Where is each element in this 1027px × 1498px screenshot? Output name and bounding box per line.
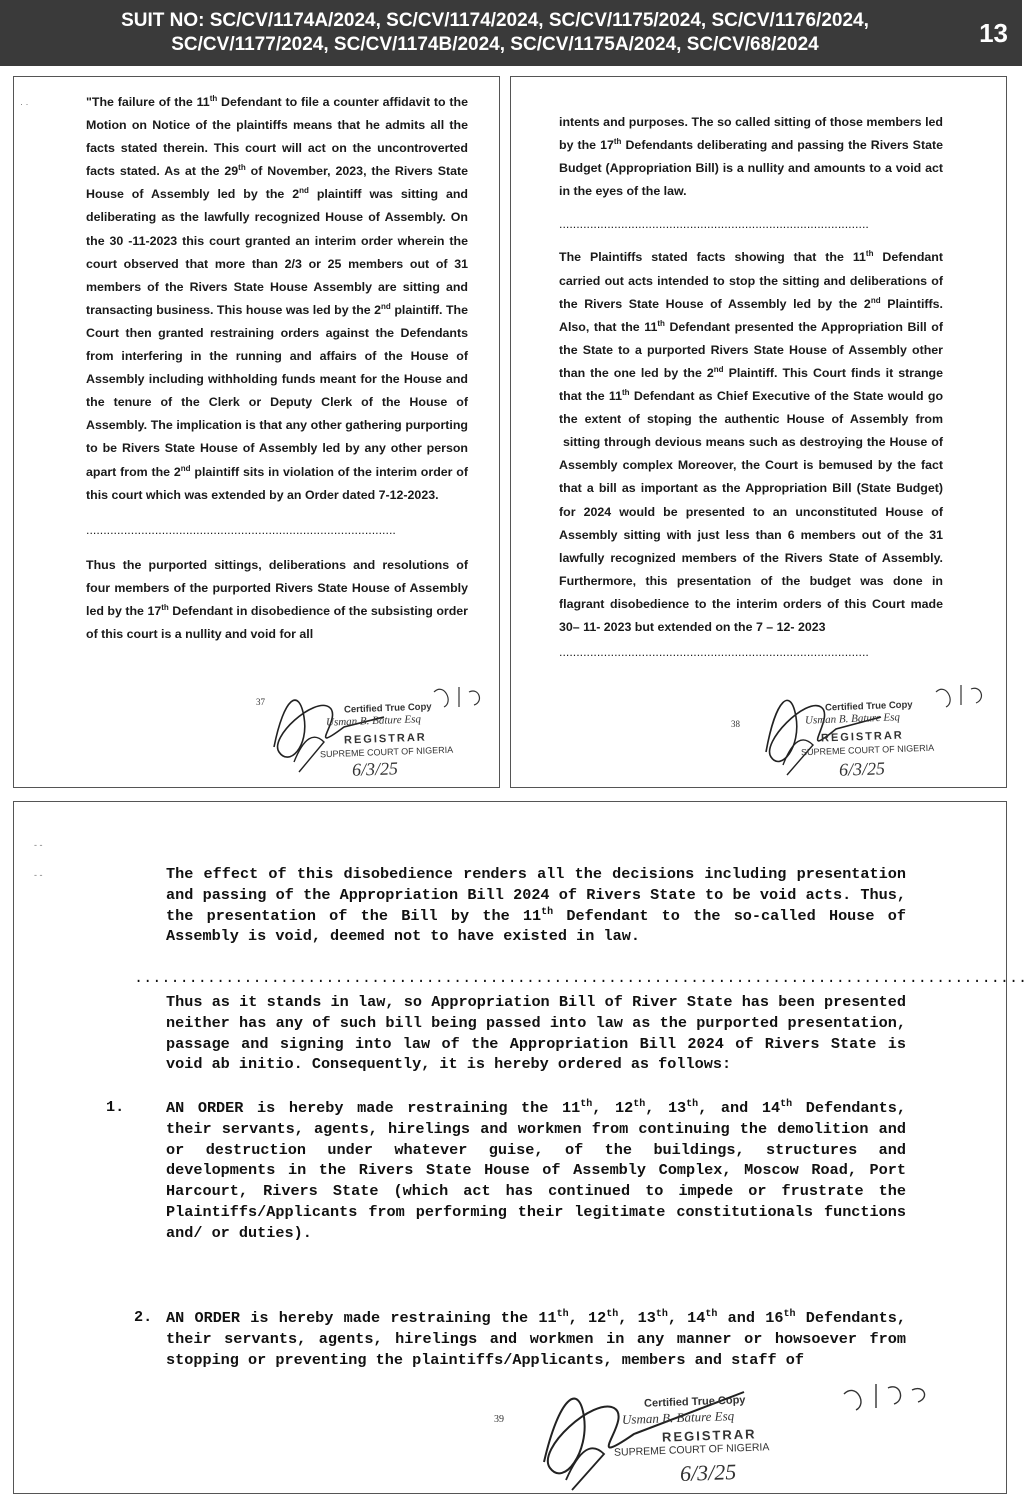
- registrar-name: Usman B. Bature Esq: [325, 713, 422, 729]
- document-page-39: [13, 801, 1027, 1494]
- page38-body: [559, 111, 943, 664]
- page38-dots-1: ..........................................................................................: [559, 217, 869, 232]
- page37-body: [86, 91, 468, 646]
- page39-paragraph-2: Thus as it stands in law, so Appropriation Bill of River State has been presented neither has any of such bill being passed into law as the purported presentation, passage and signing into law of the Appropriation Bill 2024 of Rivers State is void ab initio. Consequently, it is hereby ordered as follows:: [166, 993, 906, 1074]
- registrar-label: REGISTRAR: [661, 1426, 757, 1445]
- margin-mark: · ·: [20, 99, 29, 109]
- page37-dots: ..........................................................................................: [86, 522, 396, 537]
- registrar-label: REGISTRAR: [343, 731, 427, 747]
- registrar-name: Usman B. Bature Esq: [804, 711, 901, 727]
- header-bar: [0, 0, 1022, 66]
- stamp-date: 6/3/25: [351, 758, 399, 780]
- suit-line-2: SC/CV/1177/2024, SC/CV/1174B/2024, SC/CV/1175A/2024, SC/CV/68/2024: [171, 34, 819, 55]
- order-2-text: AN ORDER is hereby made restraining the 11th, 12th, 13th, 14th and 16th Defendants, their servants, agents, hirelings and workmen in any manner or howsoever from stopping or preventing the plaintiffs/Applicants, members and staff of: [166, 1308, 906, 1369]
- suit-number: [40, 9, 950, 57]
- stamp-date: 6/3/25: [838, 758, 886, 780]
- document-page-38: [510, 76, 1007, 788]
- certified-stamp: [484, 1372, 954, 1494]
- court-label: SUPREME COURT OF NIGERIA: [319, 744, 454, 760]
- certified-label: Certified True Copy: [643, 1394, 746, 1410]
- court-label: SUPREME COURT OF NIGERIA: [800, 742, 935, 758]
- page38-dots-2: ..........................................................................................: [559, 645, 869, 660]
- page38-paragraph-1: intents and purposes. The so called sitting of those members led by the 17th Defendants deliberating and passing the Rivers State Budget (Appropriation Bill) is a nullity and amounts to a void act in the eyes of the law.: [559, 115, 943, 199]
- page-no: 38: [731, 719, 740, 729]
- order-1-text: AN ORDER is hereby made restraining the 11th, 12th, 13th, and 14th Defendants, their servants, agents, hirelings and workmen from continuing the demolition and or destruction under whatever guise, of the buildings, structures and developments in the Rivers State House of Assembly Complex, Moscow Road, Port Harcourt, Rivers State (which act has continued to impede or frustrate the Plaintiffs/Applicants from performing their legitimate constitutionals functions and/ or duties).: [166, 1098, 906, 1242]
- order-2-number: 2.: [134, 1308, 153, 1326]
- certified-stamp: [244, 677, 494, 787]
- page39-dots: ..................................................................................................: [134, 969, 1027, 987]
- certified-label: Certified True Copy: [824, 699, 913, 714]
- margin-mark: - -: [34, 870, 43, 880]
- page38-paragraph-2: The Plaintiffs stated facts showing that the 11th Defendant carried out acts intended to stop the sitting and deliberations of the Rivers State House of Assembly led by the 2nd Plaintiffs. Also, that the 11th Defendant presented the Appropriation Bill of the State to a purported Rivers State House of Assembly other than the one led by the 2nd Plaintiff. This Court finds it strange that the 11th Defendant as Chief Executive of the State would go the extent of stoping the authentic House of Assembly from sitting through devious means such as destroying the House of Assembly complex Moreover, the Court is bemused by the fact that a bill as important as the Appropriation Bill (State Budget) for 2024 would be presented to an unconstituted House of Assembly sitting with just less than 6 members out of the 31 lawfully recognized members of the Rivers State of Assembly. Furthermore, this presentation of the budget was done in flagrant disobedience to the interim orders of this Court made 30– 11- 2023 but extended on the 7 – 12- 2023: [559, 249, 944, 634]
- stamp-date: 6/3/25: [679, 1459, 737, 1486]
- page-no: 39: [494, 1414, 504, 1425]
- margin-mark: - -: [34, 840, 43, 850]
- certified-stamp: [721, 677, 1001, 787]
- document-page-37: [13, 76, 500, 788]
- court-label: SUPREME COURT OF NIGERIA: [613, 1441, 770, 1459]
- registrar-label: REGISTRAR: [820, 729, 904, 745]
- registrar-name: Usman B. Bature Esq: [621, 1408, 735, 1427]
- certified-label: Certified True Copy: [343, 701, 432, 716]
- page-no: 37: [256, 697, 265, 707]
- page-number: 13: [979, 18, 1008, 48]
- suit-line-1: SUIT NO: SC/CV/1174A/2024, SC/CV/1174/2024, SC/CV/1175/2024, SC/CV/1176/2024,: [121, 10, 869, 31]
- page39-paragraph-1: The effect of this disobedience renders all the decisions including presentation and passing of the Appropriation Bill 2024 of Rivers State to be void acts. Thus, the presentation of the Bill by the 11th Defendant to the so-called House of Assembly is void, deemed not to have existed in law.: [166, 865, 906, 946]
- order-1-number: 1.: [106, 1098, 125, 1116]
- page37-quote: "The failure of the 11th Defendant to file a counter affidavit to the Motion on Notice of the plaintiffs means that he admits all the facts stated therein. This court will act on the uncontroverted facts stated. As at the 29th of November, 2023, the Rivers State House of Assembly led by the 2nd plaintiff was sitting and deliberating as the lawfully recognized House of Assembly. On the 30 -11-2023 this court granted an interim order wherein the court observed that more than 2/3 or 25 members out of 31 members of the Rivers State House Assembly are sitting and transacting business. This house was led by the 2nd plaintiff. The Court then granted restraining orders against the Defendants from interfering in the running and affairs of the House of Assembly including withholding funds meant for the House and the tenure of the Clerk or Deputy Clerk of the House of Assembly. The implication is that any other gathering purporting to be Rivers State House of Assembly led by any other person apart from the 2nd plaintiff sits in violation of the interim order of this court which was extended by an Order dated 7-12-2023.: [86, 93, 469, 502]
- page37-paragraph-2: Thus the purported sittings, deliberations and resolutions of four members of the purported Rivers State House of Assembly led by the 17th Defendant in disobedience of the subsisting order of this court is a nullity and void for all: [86, 557, 468, 642]
